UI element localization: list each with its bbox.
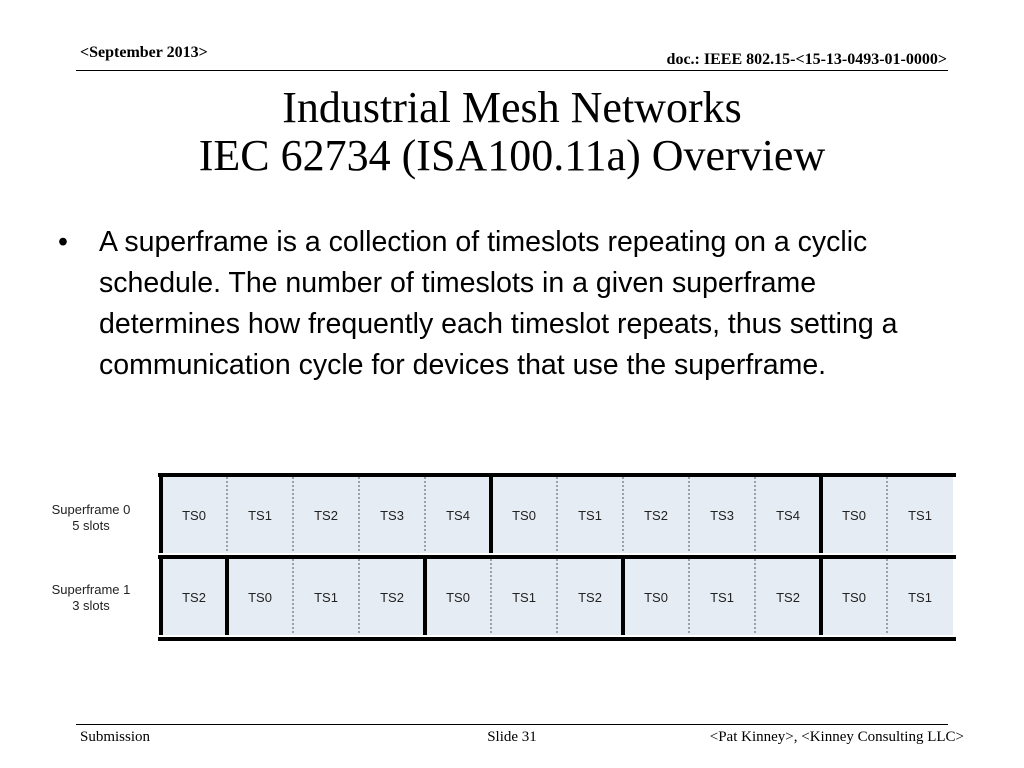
timeslot-label: TS0: [182, 508, 206, 523]
slide-title-line1: Industrial Mesh Networks: [282, 83, 742, 132]
header-doc-id: doc.: IEEE 802.15-<15-13-0493-01-0000>: [666, 51, 947, 68]
footer-slide-number: Slide 31: [487, 729, 537, 745]
header-date: <September 2013>: [80, 44, 208, 61]
superframe-0-label: [36, 502, 146, 534]
superframe-0-slots: 5 slots: [72, 518, 110, 533]
timeslot-label: TS1: [512, 590, 536, 605]
timeslot-label: TS1: [314, 590, 338, 605]
superframe-diagram-svg: [158, 473, 956, 643]
superframe-1-label: [36, 582, 146, 614]
timeslot-label: TS1: [908, 590, 932, 605]
timeslot-label: TS1: [908, 508, 932, 523]
header-rule: [76, 70, 948, 71]
timeslot-label: TS0: [842, 508, 866, 523]
timeslot-label: TS0: [842, 590, 866, 605]
timeslot-label: TS2: [776, 590, 800, 605]
timeslot-label: TS2: [182, 590, 206, 605]
timeslot-label: TS1: [710, 590, 734, 605]
timeslot-label: TS3: [710, 508, 734, 523]
bullet-text: A superframe is a collection of timeslots repeating on a cyclic schedule. The number of timeslots in a given superframe determines how frequently each timeslot repeats, thus setting a communication cycle for devices that use the superframe.: [99, 226, 898, 381]
timeslot-label: TS3: [380, 508, 404, 523]
timeslot-label: TS4: [446, 508, 470, 523]
timeslot-label: TS0: [248, 590, 272, 605]
timeslot-label: TS2: [314, 508, 338, 523]
footer-author: <Pat Kinney>, <Kinney Consulting LLC>: [709, 729, 964, 745]
timeslot-label: TS0: [644, 590, 668, 605]
timeslot-label: TS1: [578, 508, 602, 523]
superframe-1-slots: 3 slots: [72, 598, 110, 613]
slide-title-line2: IEC 62734 (ISA100.11a) Overview: [198, 131, 826, 180]
superframe-1-name: Superframe 1: [51, 582, 131, 597]
timeslot-label: TS0: [512, 508, 536, 523]
timeslot-label: TS0: [446, 590, 470, 605]
superframe-0-name: Superframe 0: [51, 502, 131, 517]
timeslot-label: TS2: [644, 508, 668, 523]
footer-rule: [76, 724, 948, 725]
bullet-list: [58, 222, 958, 386]
bullet-icon: •: [58, 226, 68, 258]
bullet-item: [58, 222, 958, 386]
slide-title: [0, 84, 1024, 180]
timeslot-label: TS1: [248, 508, 272, 523]
timeslot-label: TS2: [578, 590, 602, 605]
superframe-diagram: [158, 473, 956, 643]
timeslot-label: TS2: [380, 590, 404, 605]
timeslot-label: TS4: [776, 508, 800, 523]
footer-left: Submission: [80, 729, 151, 745]
